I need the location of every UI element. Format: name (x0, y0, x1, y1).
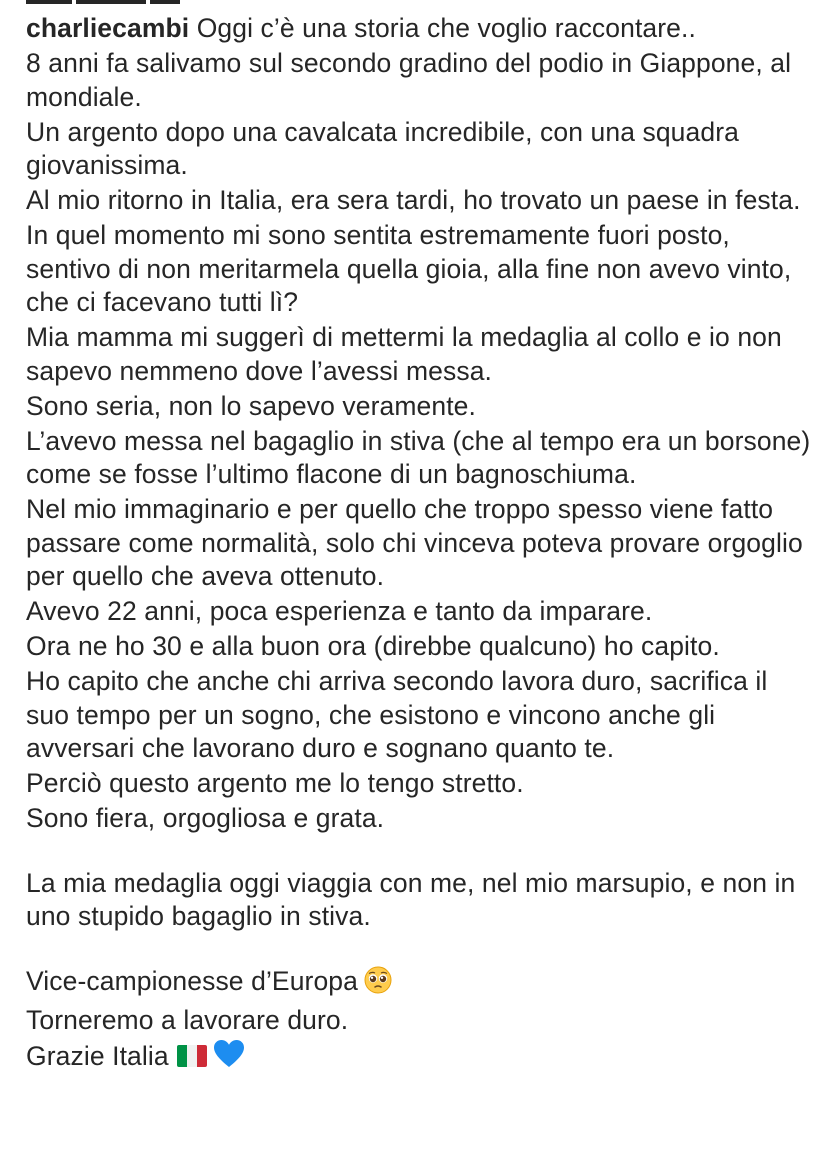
closing-paragraph: La mia medaglia oggi viaggia con me, nel mio marsupio, e non in uno stupido bagaglio in stiva. (26, 867, 796, 931)
caption-intro: Oggi c’è una storia che voglio raccontare.. (196, 13, 696, 43)
italy-flag-icon (177, 1045, 207, 1067)
clipped-previous-line (26, 0, 326, 6)
caption-paragraph: Avevo 22 anni, poca esperienza e tanto da imparare. (26, 596, 653, 626)
caption-paragraph: In quel momento mi sono sentita estremamente fuori posto, sentivo di non meritarmela quella gioia, alla fine non avevo vinto, che ci facevano tutti lì? (26, 220, 792, 317)
signoff-line-2: Torneremo a lavorare duro. (26, 1004, 349, 1035)
caption-paragraph: Nel mio immaginario e per quello che troppo spesso viene fatto passare come normalità, solo chi vinceva poteva provare orgoglio per quello che aveva ottenuto. (26, 494, 803, 591)
signoff-text-3: Grazie Italia (26, 1040, 169, 1071)
caption-paragraph: Ho capito che anche chi arriva secondo lavora duro, sacrifica il suo tempo per un sogno, che esistono e vincono anche gli avversari che lavorano duro e sognano quanto te. (26, 666, 768, 763)
caption-first-line (26, 12, 816, 46)
username-link[interactable]: charliecambi (26, 13, 190, 43)
caption-paragraph: Sono seria, non lo sapevo veramente. (26, 390, 476, 421)
caption-paragraph: L’avevo messa nel bagaglio in stiva (che al tempo era un borsone) come se fosse l’ultimo flacone di un bagnoschiuma. (26, 425, 811, 489)
blue-heart-icon (213, 1039, 245, 1078)
caption-paragraph: Sono fiera, orgogliosa e grata. (26, 803, 385, 833)
pleading-face-emoji-icon (364, 966, 392, 1003)
post-caption (26, 12, 816, 1079)
signoff-line-1 (26, 965, 816, 1003)
caption-paragraph: Perciò questo argento me lo tengo stretto. (26, 768, 524, 798)
signoff-line-3 (26, 1039, 816, 1078)
caption-paragraph: 8 anni fa salivamo sul secondo gradino del podio in Giappone, al mondiale. (26, 48, 792, 112)
caption-paragraph: Un argento dopo una cavalcata incredibile, con una squadra giovanissima. (26, 116, 739, 180)
caption-paragraph: Ora ne ho 30 e alla buon ora (direbbe qualcuno) ho capito. (26, 631, 720, 661)
caption-paragraph: Al mio ritorno in Italia, era sera tardi, ho trovato un paese in festa. (26, 185, 801, 215)
signoff-text-1: Vice-campionesse d’Europa (26, 965, 358, 996)
caption-paragraph: Mia mamma mi suggerì di mettermi la medaglia al collo e io non sapevo nemmeno dove l’avessi messa. (26, 322, 782, 386)
